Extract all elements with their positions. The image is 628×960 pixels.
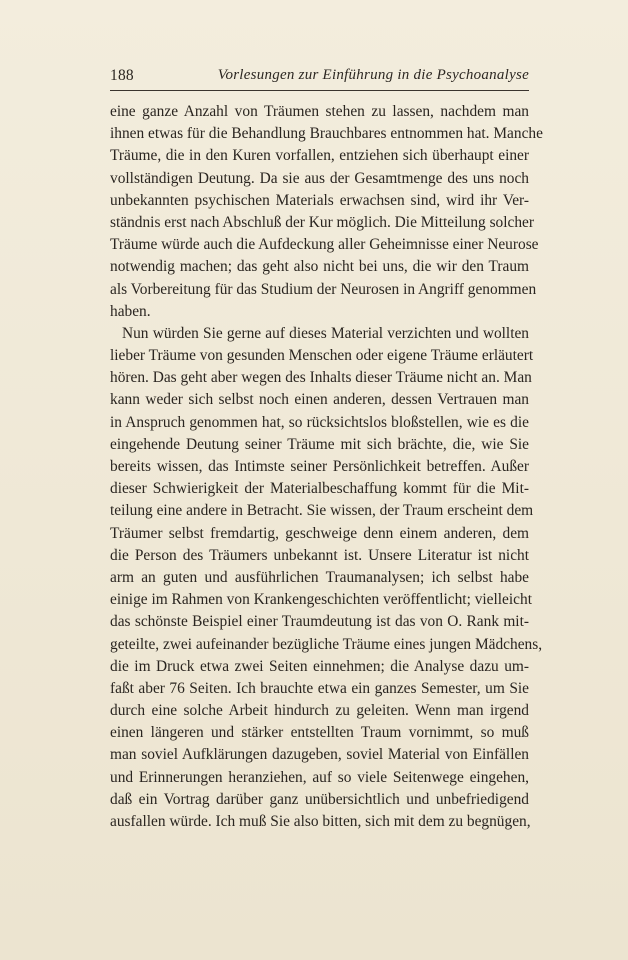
page-number: 188: [110, 67, 134, 84]
text-line: einen längeren und stärker entstellten Traum vornimmt, so muß: [110, 724, 529, 742]
text-line: faßt aber 76 Seiten. Ich brauchte etwa ein ganzes Semester, um Sie: [110, 679, 529, 697]
text-line: durch eine solche Arbeit hindurch zu geleiten. Wenn man irgend: [110, 702, 529, 720]
text-line: arm an guten und ausführlichen Traumanalysen; ich selbst habe: [110, 568, 529, 586]
header-rule: [110, 90, 529, 91]
text-line: Träumer selbst fremdartig, geschweige denn einem anderen, dem: [110, 524, 529, 542]
text-line: einige im Rahmen von Krankengeschichten veröffentlicht; vielleicht: [110, 591, 532, 609]
text-line: notwendig machen; das geht also nicht bei uns, die wir den Traum: [110, 258, 529, 276]
text-line: hören. Das geht aber wegen des Inhalts dieser Träume nicht an. Man: [110, 369, 532, 387]
paragraph: [110, 101, 543, 323]
text-line: Träume würde auch die Aufdeckung aller Geheimnisse einer Neurose: [110, 236, 539, 254]
text-line: in Anspruch genommen hat, so rücksichtslos bloßstellen, wie es die: [110, 413, 529, 431]
text-line: eine ganze Anzahl von Träumen stehen zu lassen, nachdem man: [110, 103, 529, 120]
text-line: haben.: [110, 302, 151, 320]
text-line: dieser Schwierigkeit der Materialbeschaffung kommt für die Mit-: [110, 480, 529, 498]
text-line: eingehende Deutung seiner Träume mit sich brächte, die, wie Sie: [110, 435, 529, 453]
text-line: ausfallen würde. Ich muß Sie also bitten, sich mit dem zu begnügen,: [110, 813, 531, 830]
text-line: das schönste Beispiel einer Traumdeutung ist das von O. Rank mit-: [110, 613, 529, 631]
text-line: ständnis erst nach Abschluß der Kur möglich. Die Mitteilung solcher: [110, 213, 535, 231]
text-line: vollständigen Deutung. Da sie aus der Gesamtmenge des uns noch: [110, 169, 529, 187]
text-line: daß ein Vortrag darüber ganz unübersichtlich und unbefriedigend: [110, 790, 529, 808]
text-line: man soviel Aufklärungen dazugeben, soviel Material von Einfällen: [110, 746, 529, 764]
text-line: kann weder sich selbst noch einen anderen, dessen Vertrauen man: [110, 391, 529, 409]
running-head: Vorlesungen zur Einführung in die Psychoanalyse: [217, 67, 529, 83]
text-line: Nun würden Sie gerne auf dieses Material verzichten und wollten: [122, 324, 529, 342]
text-line: lieber Träume von gesunden Menschen oder eigene Träume erläutert: [110, 347, 534, 365]
text-line: teilung eine andere in Betracht. Sie wissen, der Traum erscheint dem: [110, 502, 534, 520]
text-line: die Person des Träumers unbekannt ist. Unsere Literatur ist nicht: [110, 546, 529, 564]
text-line: bereits wissen, das Intimste seiner Persönlichkeit betreffen. Außer: [110, 458, 529, 475]
paragraph: [110, 323, 543, 833]
text-line: ihnen etwas für die Behandlung Brauchbares entnommen hat. Manche: [110, 125, 543, 143]
text-line: geteilte, zwei aufeinander bezügliche Träume eines jungen Mädchens,: [110, 635, 543, 653]
text-line: und Erinnerungen heranziehen, auf so viele Seitenwege eingehen,: [110, 768, 529, 786]
text-line: die im Druck etwa zwei Seiten einnehmen; die Analyse dazu um-: [110, 657, 529, 675]
text-line: Träume, die in den Kuren vorfallen, entziehen sich überhaupt einer: [110, 147, 529, 165]
text-line: als Vorbereitung für das Studium der Neurosen in Angriff genommen: [110, 280, 537, 298]
page-header: [110, 63, 529, 89]
text-line: unbekannten psychischen Materials erwachsen sind, wird ihr Ver-: [110, 191, 529, 209]
body-text: [110, 101, 543, 833]
